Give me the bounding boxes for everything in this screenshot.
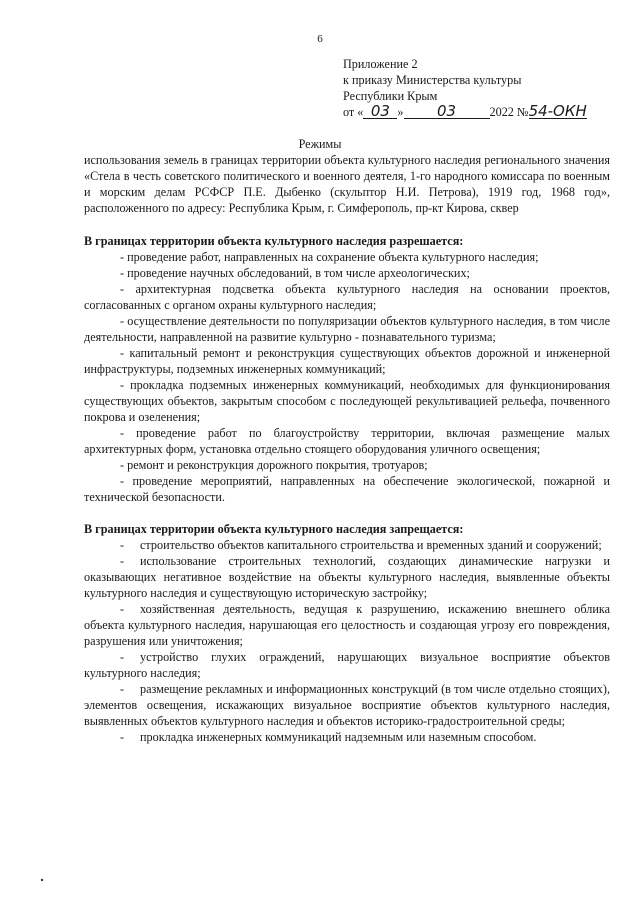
dash-bullet: - <box>120 554 125 568</box>
dash-bullet: - <box>120 650 125 664</box>
allowed-item: - прокладка подземных инженерных коммуникаций, необходимых для функционирования существующих объектов, закрытым способом с последующей рекультивацией рельефа, почвенного покрова и озеленения; <box>84 378 610 424</box>
allowed-item: - ремонт и реконструкция дорожного покрытия, тротуаров; <box>120 458 428 472</box>
dash-bullet: - <box>120 538 125 552</box>
forbidden-item-text: прокладка инженерных коммуникаций надземным или наземным способом. <box>140 730 537 744</box>
forbidden-item-text: хозяйственная деятельность, ведущая к разрушению, искажению внешнего облика объекта культурного наследия, нарушающая его целостность и создающая угрозу его повреждения, разрушения или уничтожения; <box>84 602 610 648</box>
date-mid: » <box>397 105 404 119</box>
appendix-line-1: Приложение 2 <box>343 57 418 71</box>
intro-paragraph: использования земель в границах территории объекта культурного наследия регионального значения «Стела в честь советского политического и военного деятеля, 1-го народного комиссара по военным и морским делам РСФСР П.Е. Дыбенко (скульптор Н.И. Петрова), 1919 год, 1968 год», расположенного по адресу: Республика Крым, г. Симферополь, пр-кт Кирова, сквер <box>84 153 610 215</box>
forbidden-item <box>84 681 610 729</box>
document-title: Режимы <box>298 137 342 151</box>
scan-speck <box>40 878 44 882</box>
forbidden-item <box>84 729 610 745</box>
allowed-item: - проведение научных обследований, в том числе археологических; <box>120 266 470 280</box>
dash-bullet: - <box>120 730 125 744</box>
allowed-item: - проведение работ по благоустройству территории, включая размещение малых архитектурных форм, установка отдельно стоящего оборудования уличного освещения; <box>84 426 610 456</box>
forbidden-item <box>84 537 610 553</box>
page-number: 6 <box>317 33 323 45</box>
forbidden-item-text: использование строительных технологий, создающих динамические нагрузки и оказывающих негативное воздействие на объекты культурного наследия, выявленные объекты культурного наследия и существующую историческую застройку; <box>84 554 610 600</box>
section-gap <box>84 505 610 521</box>
date-prefix: от « <box>343 105 364 119</box>
handwritten-order-number: 54-ОКН <box>528 102 587 120</box>
dash-bullet: - <box>120 602 125 616</box>
forbidden-item-text: размещение рекламных и информационных конструкций (в том числе отдельно стоящих), элементов освещения, искажающих визуальное восприятие объектов культурного наследия, выявленных объектов культурного наследия и объектов историко-градостроительной среды; <box>84 682 610 728</box>
appendix-header <box>343 56 587 120</box>
appendix-date-line <box>343 104 587 120</box>
forbidden-item <box>84 649 610 681</box>
handwritten-day: 03 <box>363 104 397 119</box>
appendix-line-2: к приказу Министерства культуры <box>343 73 522 87</box>
document-body <box>84 152 610 745</box>
forbidden-heading: В границах территории объекта культурного наследия запрещается: <box>84 522 464 536</box>
appendix-line-3: Республики Крым <box>343 89 438 103</box>
dash-bullet: - <box>120 682 125 696</box>
allowed-item: - проведение работ, направленных на сохранение объекта культурного наследия; <box>120 250 539 264</box>
forbidden-item-text: устройство глухих ограждений, нарушающих визуальное восприятие объектов культурного наследия; <box>84 650 610 680</box>
forbidden-item-text: строительство объектов капитального строительства и временных зданий и сооружений; <box>140 538 602 552</box>
allowed-item: - проведение мероприятий, направленных на обеспечение экологической, пожарной и технической безопасности. <box>84 474 610 504</box>
date-year: 2022 № <box>489 105 529 119</box>
allowed-item: - капитальный ремонт и реконструкция существующих объектов дорожной и инженерной инфраструктуры, подземных инженерных коммуникаций; <box>84 346 610 376</box>
handwritten-month: 03 <box>404 104 490 119</box>
allowed-item: - осуществление деятельности по популяризации объектов культурного наследия, в том числе деятельности, направленной на развитие культурно - познавательного туризма; <box>84 314 610 344</box>
allowed-heading: В границах территории объекта культурного наследия разрешается: <box>84 234 464 248</box>
forbidden-item <box>84 553 610 601</box>
allowed-item: - архитектурная подсветка объекта культурного наследия на основании проектов, согласованных с органом охраны культурного наследия; <box>84 282 610 312</box>
forbidden-item <box>84 601 610 649</box>
